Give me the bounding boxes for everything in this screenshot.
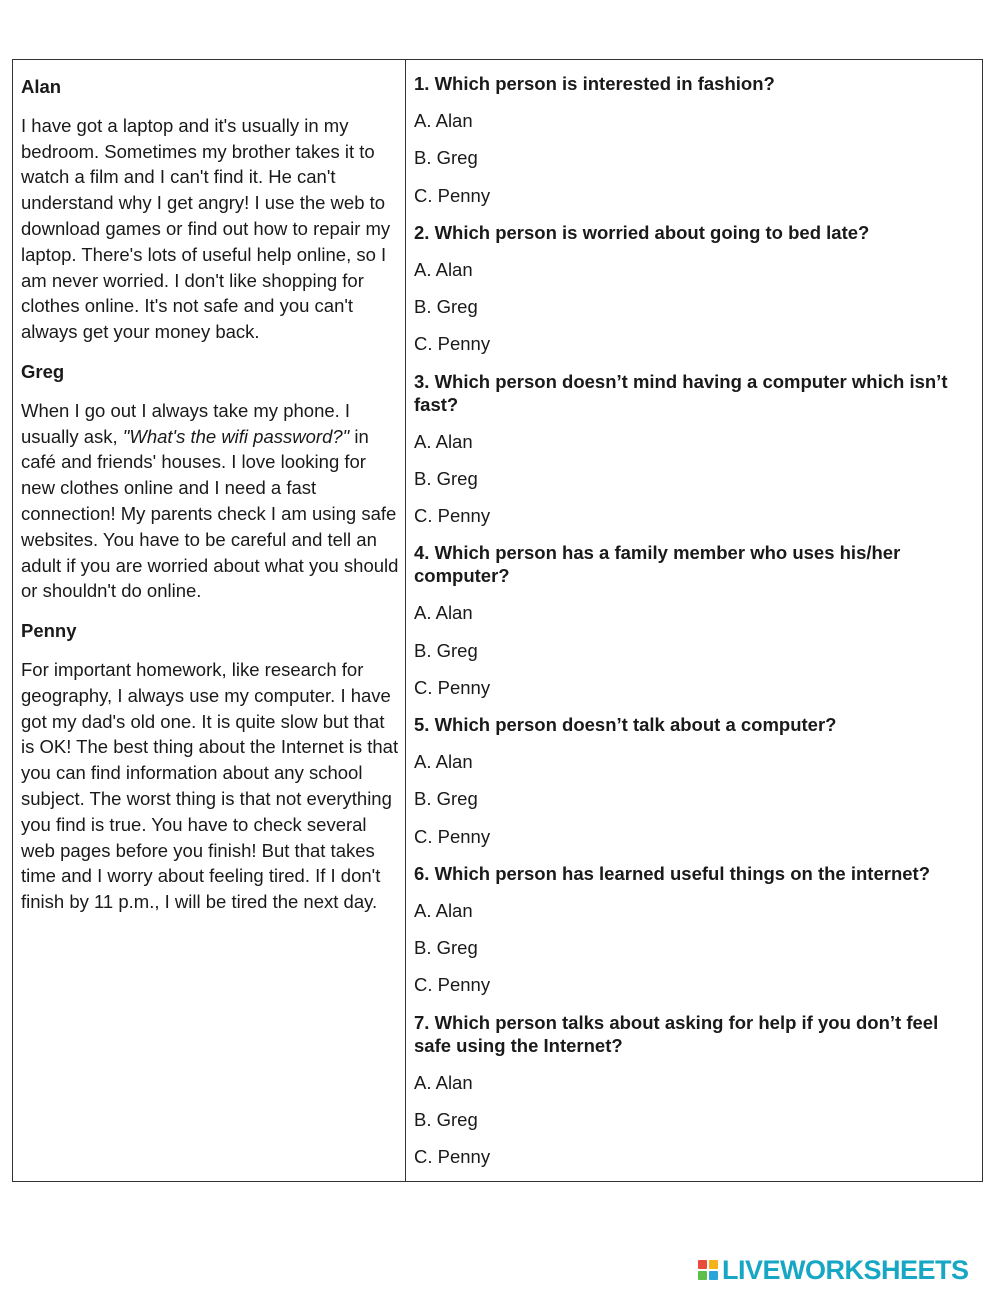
option-3a[interactable]: A. Alan [414,430,473,452]
logo-blocks-icon [698,1260,718,1280]
logo-text: LIVEWORKSHEETS [722,1254,969,1285]
option-1c[interactable]: C. Penny [414,184,491,206]
option-3c[interactable]: C. Penny [414,505,491,527]
passage-name-alan: Alan [21,76,62,97]
passage-quote-greg: "What's the wifi password?" [122,425,350,447]
passage-name-greg: Greg [21,360,65,382]
option-7b[interactable]: B. Greg [414,1108,478,1130]
logo-block-yellow [709,1260,718,1269]
question-5: 5. Which person doesn’t talk about a computer? [414,714,837,735]
option-2c[interactable]: C. Penny [414,333,491,355]
liveworksheets-logo [698,1255,969,1285]
option-3b[interactable]: B. Greg [414,467,478,489]
option-6c[interactable]: C. Penny [414,974,491,996]
question-7: 7. Which person talks about asking for help if you don’t feel safe using the Internet? [414,1011,939,1056]
option-2a[interactable]: A. Alan [414,258,473,280]
option-7a[interactable]: A. Alan [414,1071,473,1093]
option-5a[interactable]: A. Alan [414,751,473,773]
option-7c[interactable]: C. Penny [414,1146,491,1168]
option-4a[interactable]: A. Alan [414,602,473,624]
passage-text-greg-part2: in café and friends' houses. I love looking for new clothes online and I need a fast connection! My parents check I am using safe websites. You have to be careful and tell an adult if you are worried about what you should or shouldn't do online. [21,425,399,602]
column-divider [405,59,406,1182]
question-4: 4. Which person has a family member who uses his/her computer? [414,542,901,587]
passage-name-penny: Penny [21,620,77,642]
reading-passages [21,74,399,915]
option-6b[interactable]: B. Greg [414,937,478,959]
option-4b[interactable]: B. Greg [414,639,478,661]
question-1: 1. Which person is interested in fashion? [414,73,775,94]
option-5b[interactable]: B. Greg [414,788,478,810]
option-4c[interactable]: C. Penny [414,676,491,698]
question-2: 2. Which person is worried about going to bed late? [414,221,870,243]
questions-column [414,72,976,1168]
passage-text-greg-part1: When I go out I always take my phone. I usually ask, [21,399,351,447]
question-3: 3. Which person doesn’t mind having a computer which isn’t fast? [414,370,948,415]
option-1a[interactable]: A. Alan [414,110,473,132]
option-2b[interactable]: B. Greg [414,296,478,318]
logo-block-green [698,1271,707,1280]
question-6: 6. Which person has learned useful things on the internet? [414,862,931,884]
passage-text-alan: I have got a laptop and it's usually in my bedroom. Sometimes my brother takes it to watch a film and I can't find it. He can't understand why I get angry! I use the web to download games or find out how to repair my laptop. There's lots of useful help online, so I am never worried. I don't like shopping for clothes online. It's not safe and you can't always get your money back. [21,114,391,343]
option-1b[interactable]: B. Greg [414,147,478,169]
passage-text-greg [21,398,399,604]
logo-block-blue [709,1271,718,1280]
passage-text-penny: For important homework, like research for geography, I always use my computer. I have got my dad's old one. It is quite slow but that is OK! The best thing about the Internet is that you can find information about any school subject. The worst thing is that not everything you find is true. You have to check several web pages before you finish! But that takes time and I worry about feeling tired. If I don't finish by 11 p.m., I will be tired the next day. [21,658,399,913]
logo-block-red [698,1260,707,1269]
option-6a[interactable]: A. Alan [414,899,473,921]
option-5c[interactable]: C. Penny [414,825,491,847]
